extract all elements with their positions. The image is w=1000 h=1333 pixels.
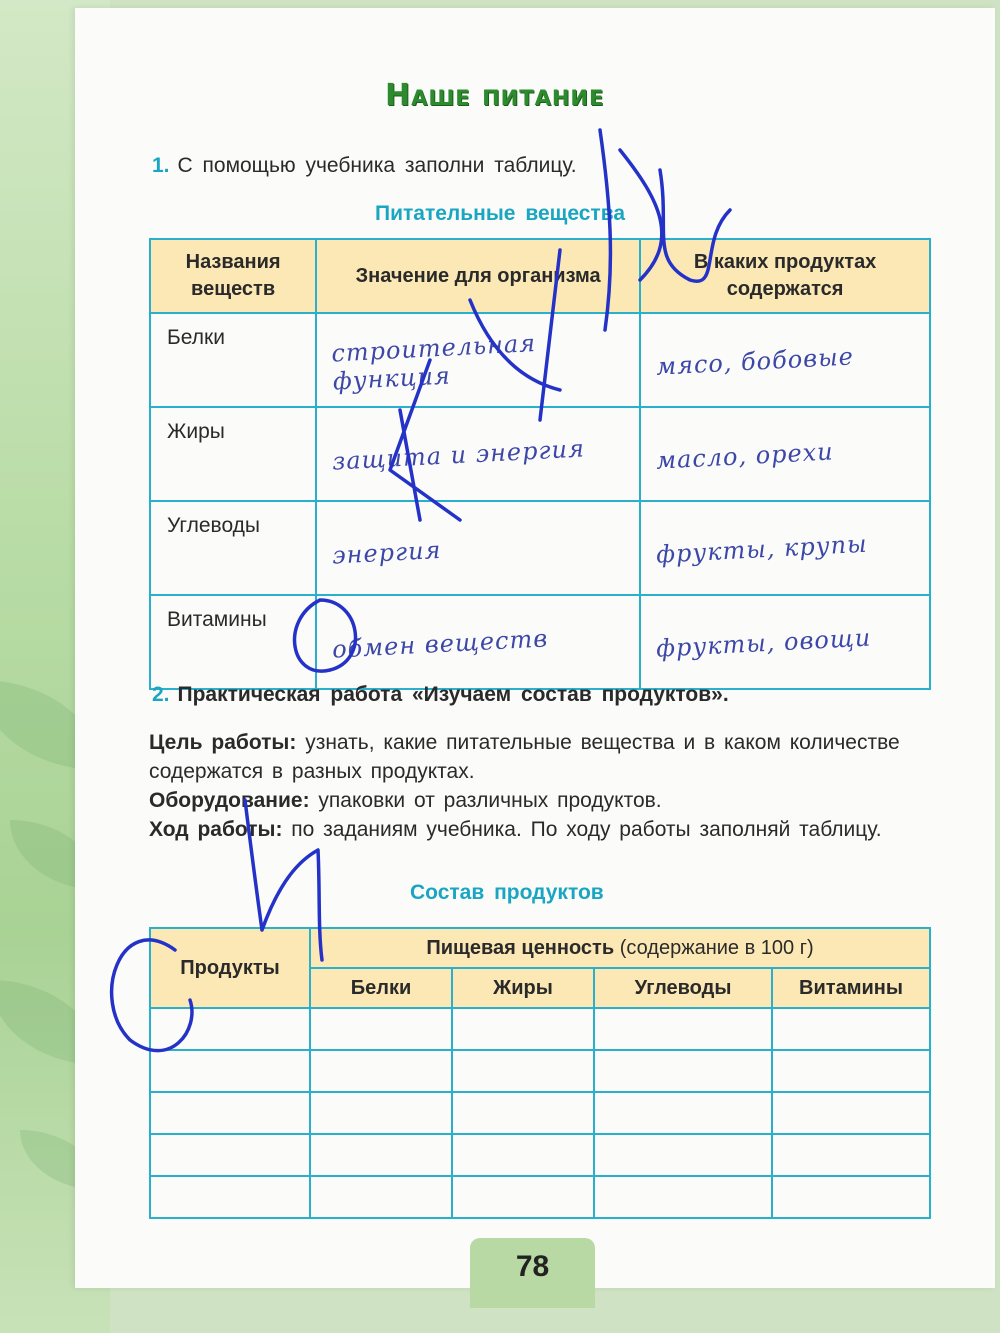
task-1: [152, 154, 577, 178]
handwritten-answer: масло, орехи: [655, 437, 835, 475]
empty-cell[interactable]: [150, 1050, 310, 1092]
table-1-caption: Питательные вещества: [375, 202, 626, 225]
empty-cell[interactable]: [594, 1176, 772, 1218]
procedure-text: по заданиям учебника. По ходу работы заполняй таблицу.: [291, 818, 882, 841]
equipment-text: упаковки от различных продуктов.: [318, 789, 662, 812]
meaning-cell[interactable]: [316, 501, 640, 595]
substance-name: Белки: [150, 313, 316, 407]
group-header-note: (содержание в 100 г): [619, 936, 814, 959]
table-row: [150, 1176, 930, 1218]
substance-name: Жиры: [150, 407, 316, 501]
substance-name: Витамины: [150, 595, 316, 689]
table-row: [150, 1134, 930, 1176]
equipment-label: Оборудование:: [149, 789, 310, 812]
handwritten-answer: фрукты, овощи: [655, 623, 873, 663]
handwritten-answer: энергия: [331, 535, 443, 570]
empty-cell[interactable]: [452, 1092, 594, 1134]
foods-cell[interactable]: [640, 313, 930, 407]
header-carbohydrates: Углеводы: [594, 968, 772, 1008]
empty-cell[interactable]: [594, 1050, 772, 1092]
empty-cell[interactable]: [452, 1134, 594, 1176]
foods-cell[interactable]: [640, 501, 930, 595]
header-proteins: Белки: [310, 968, 452, 1008]
header-products: Продукты: [150, 928, 310, 1008]
task-2-text: Практическая работа «Изучаем состав продуктов».: [177, 683, 729, 706]
page-title: Наше питание: [385, 78, 605, 113]
empty-cell[interactable]: [150, 1134, 310, 1176]
empty-cell[interactable]: [772, 1008, 930, 1050]
table-row: [150, 1092, 930, 1134]
table-2-caption: Состав продуктов: [410, 881, 604, 904]
foods-cell[interactable]: [640, 407, 930, 501]
procedure-label: Ход работы:: [149, 818, 283, 841]
goal-label: Цель работы:: [149, 731, 297, 754]
empty-cell[interactable]: [310, 1050, 452, 1092]
empty-cell[interactable]: [452, 1050, 594, 1092]
handwritten-answer: фрукты, крупы: [655, 529, 869, 569]
task-1-text: С помощью учебника заполни таблицу.: [177, 154, 577, 177]
header-foods: В каких продуктах содержатся: [640, 239, 930, 313]
task-1-number: 1.: [152, 154, 170, 177]
substance-name: Углеводы: [150, 501, 316, 595]
header-vitamins: Витамины: [772, 968, 930, 1008]
empty-cell[interactable]: [150, 1008, 310, 1050]
page-number: 78: [515, 1250, 550, 1283]
group-header-text: Пищевая ценность: [426, 936, 615, 959]
empty-cell[interactable]: [310, 1092, 452, 1134]
foods-cell[interactable]: [640, 595, 930, 689]
goal-text: узнать, какие питательные вещества и в каком количестве содержатся в разных продуктах.: [149, 731, 900, 783]
meaning-cell[interactable]: [316, 407, 640, 501]
procedure-paragraph: [149, 815, 929, 844]
empty-cell[interactable]: [310, 1134, 452, 1176]
empty-cell[interactable]: [772, 1050, 930, 1092]
empty-cell[interactable]: [772, 1176, 930, 1218]
header-meaning: Значение для организма: [316, 239, 640, 313]
product-composition-table: [149, 927, 931, 1219]
equipment-paragraph: [149, 786, 929, 815]
table-row: [150, 501, 930, 595]
task-2: [152, 683, 729, 707]
table-row: [150, 1050, 930, 1092]
empty-cell[interactable]: [310, 1176, 452, 1218]
empty-cell[interactable]: [594, 1092, 772, 1134]
meaning-cell[interactable]: [316, 313, 640, 407]
meaning-cell[interactable]: [316, 595, 640, 689]
goal-paragraph: [149, 728, 929, 786]
page-number-tab: [470, 1238, 595, 1308]
table-row: [150, 407, 930, 501]
header-nutritional-value: [310, 928, 930, 968]
empty-cell[interactable]: [150, 1092, 310, 1134]
header-fats: Жиры: [452, 968, 594, 1008]
handwritten-answer: защита и энергия: [331, 434, 586, 476]
table-row: [150, 1008, 930, 1050]
nutrients-table: [149, 238, 931, 690]
table-row: [150, 313, 930, 407]
empty-cell[interactable]: [594, 1134, 772, 1176]
empty-cell[interactable]: [310, 1008, 452, 1050]
empty-cell[interactable]: [452, 1008, 594, 1050]
empty-cell[interactable]: [772, 1092, 930, 1134]
header-substance-names: Названия веществ: [150, 239, 316, 313]
table-row: [150, 595, 930, 689]
task-2-number: 2.: [152, 683, 170, 706]
handwritten-answer: обмен веществ: [331, 624, 550, 664]
empty-cell[interactable]: [150, 1176, 310, 1218]
handwritten-answer: мясо, бобовые: [655, 342, 855, 381]
empty-cell[interactable]: [452, 1176, 594, 1218]
handwritten-answer: строительная функция: [330, 328, 537, 396]
empty-cell[interactable]: [772, 1134, 930, 1176]
empty-cell[interactable]: [594, 1008, 772, 1050]
